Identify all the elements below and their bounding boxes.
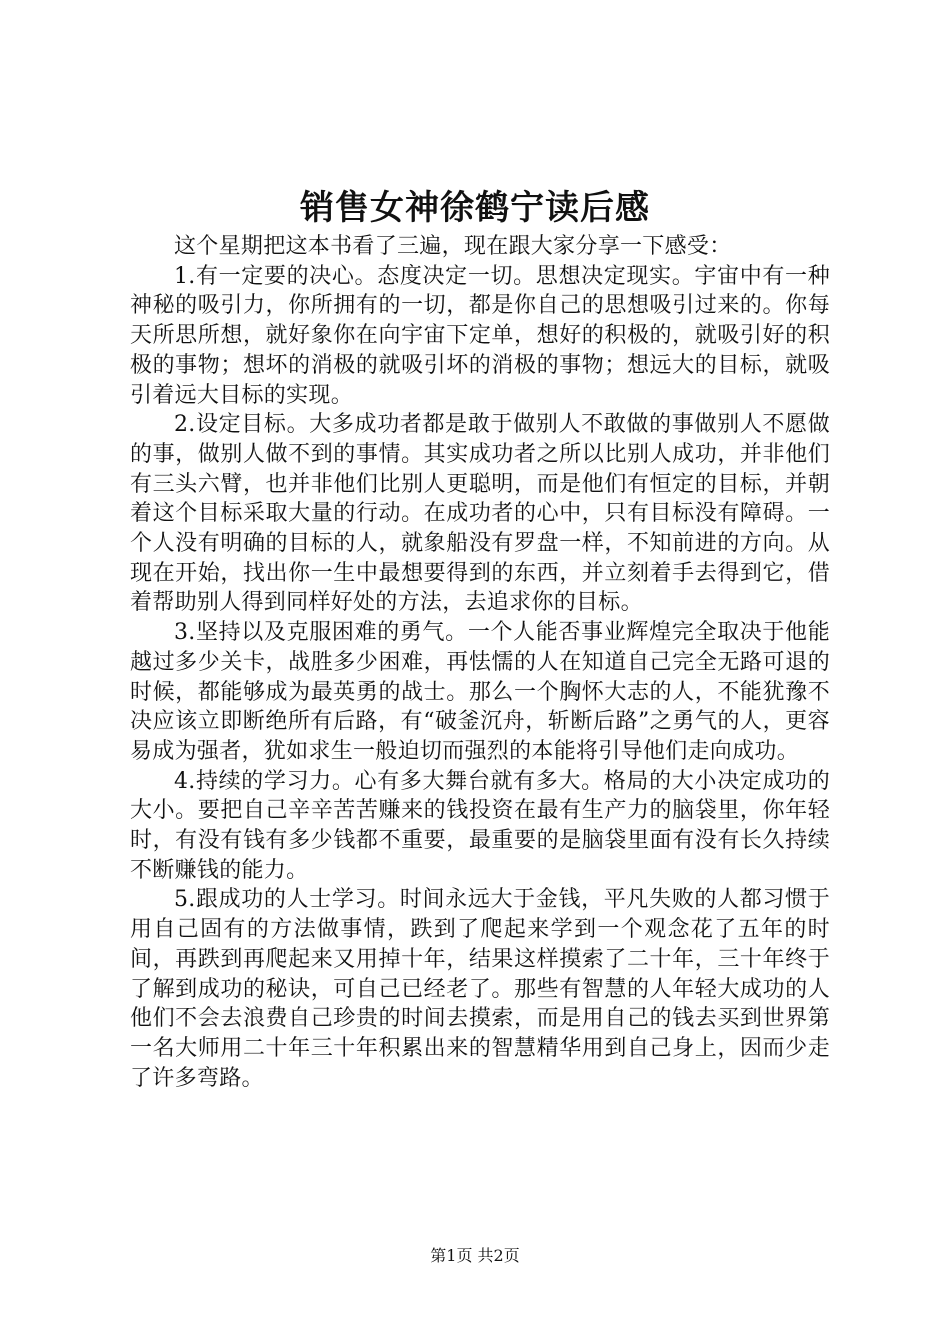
paragraph-point-5: 5.跟成功的人士学习。时间永远大于金钱，平凡失败的人都习惯于用自己固有的方法做事情，跌到了爬起来学到一个观念花了五年的时间，再跌到再爬起来又用掉十年，结果这样摸索了二十年，三十年终于了解到成功的秘诀，可自己已经老了。那些有智慧的人年轻大成功的人他们不会去浪费自己珍贵的时间去摸索，而是用自己的钱去买到世界第一名大师用二十年三十年积累出来的智慧精华用到自己身上，因而少走了许多弯路。 [130, 887, 830, 1091]
paragraph-point-4: 4.持续的学习力。心有多大舞台就有多大。格局的大小决定成功的大小。要把自己辛辛苦苦赚来的钱投资在最有生产力的脑袋里，你年轻时，有没有钱有多少钱都不重要，最重要的是脑袋里面有没有长久持续不断赚钱的能力。 [130, 768, 830, 883]
page-footer: 第1页 共2页 [430, 1246, 520, 1265]
document-body [130, 232, 830, 1093]
paragraph-point-1: 1.有一定要的决心。态度决定一切。思想决定现实。宇宙中有一种神秘的吸引力，你所拥有的一切，都是你自己的思想吸引过来的。你每天所思所想，就好象你在向宇宙下定单，想好的积极的，就吸引好的积极的事物；想坏的消极的就吸引坏的消极的事物；想远大的目标，就吸引着远大目标的实现。 [130, 263, 830, 408]
document-title: 销售女神徐鹤宁读后感 [300, 188, 650, 228]
paragraph-point-2: 2.设定目标。大多成功者都是敢于做别人不敢做的事做别人不愿做的事，做别人做不到的事情。其实成功者之所以比别人成功，并非他们有三头六臂，也并非他们比别人更聪明，而是他们有恒定的目标，并朝着这个目标采取大量的行动。在成功者的心中，只有目标没有障碍。一个人没有明确的目标的人，就象船没有罗盘一样，不知前进的方向。从现在开始，找出你一生中最想要得到的东西，并立刻着手去得到它，借着帮助别人得到同样好处的方法，去追求你的目标。 [130, 412, 830, 616]
paragraph-point-3: 3.坚持以及克服困难的勇气。一个人能否事业辉煌完全取决于他能越过多少关卡，战胜多少困难，再怯懦的人在知道自己完全无路可退的时候，都能够成为最英勇的战士。那么一个胸怀大志的人，不能犹豫不决应该立即断绝所有后路，有“破釜沉舟，斩断后路”之勇气的人，更容易成为强者，犹如求生一般迫切而强烈的本能将引导他们走向成功。 [130, 620, 830, 764]
paragraph-intro: 这个星期把这本书看了三遍，现在跟大家分享一下感受： [174, 234, 732, 259]
